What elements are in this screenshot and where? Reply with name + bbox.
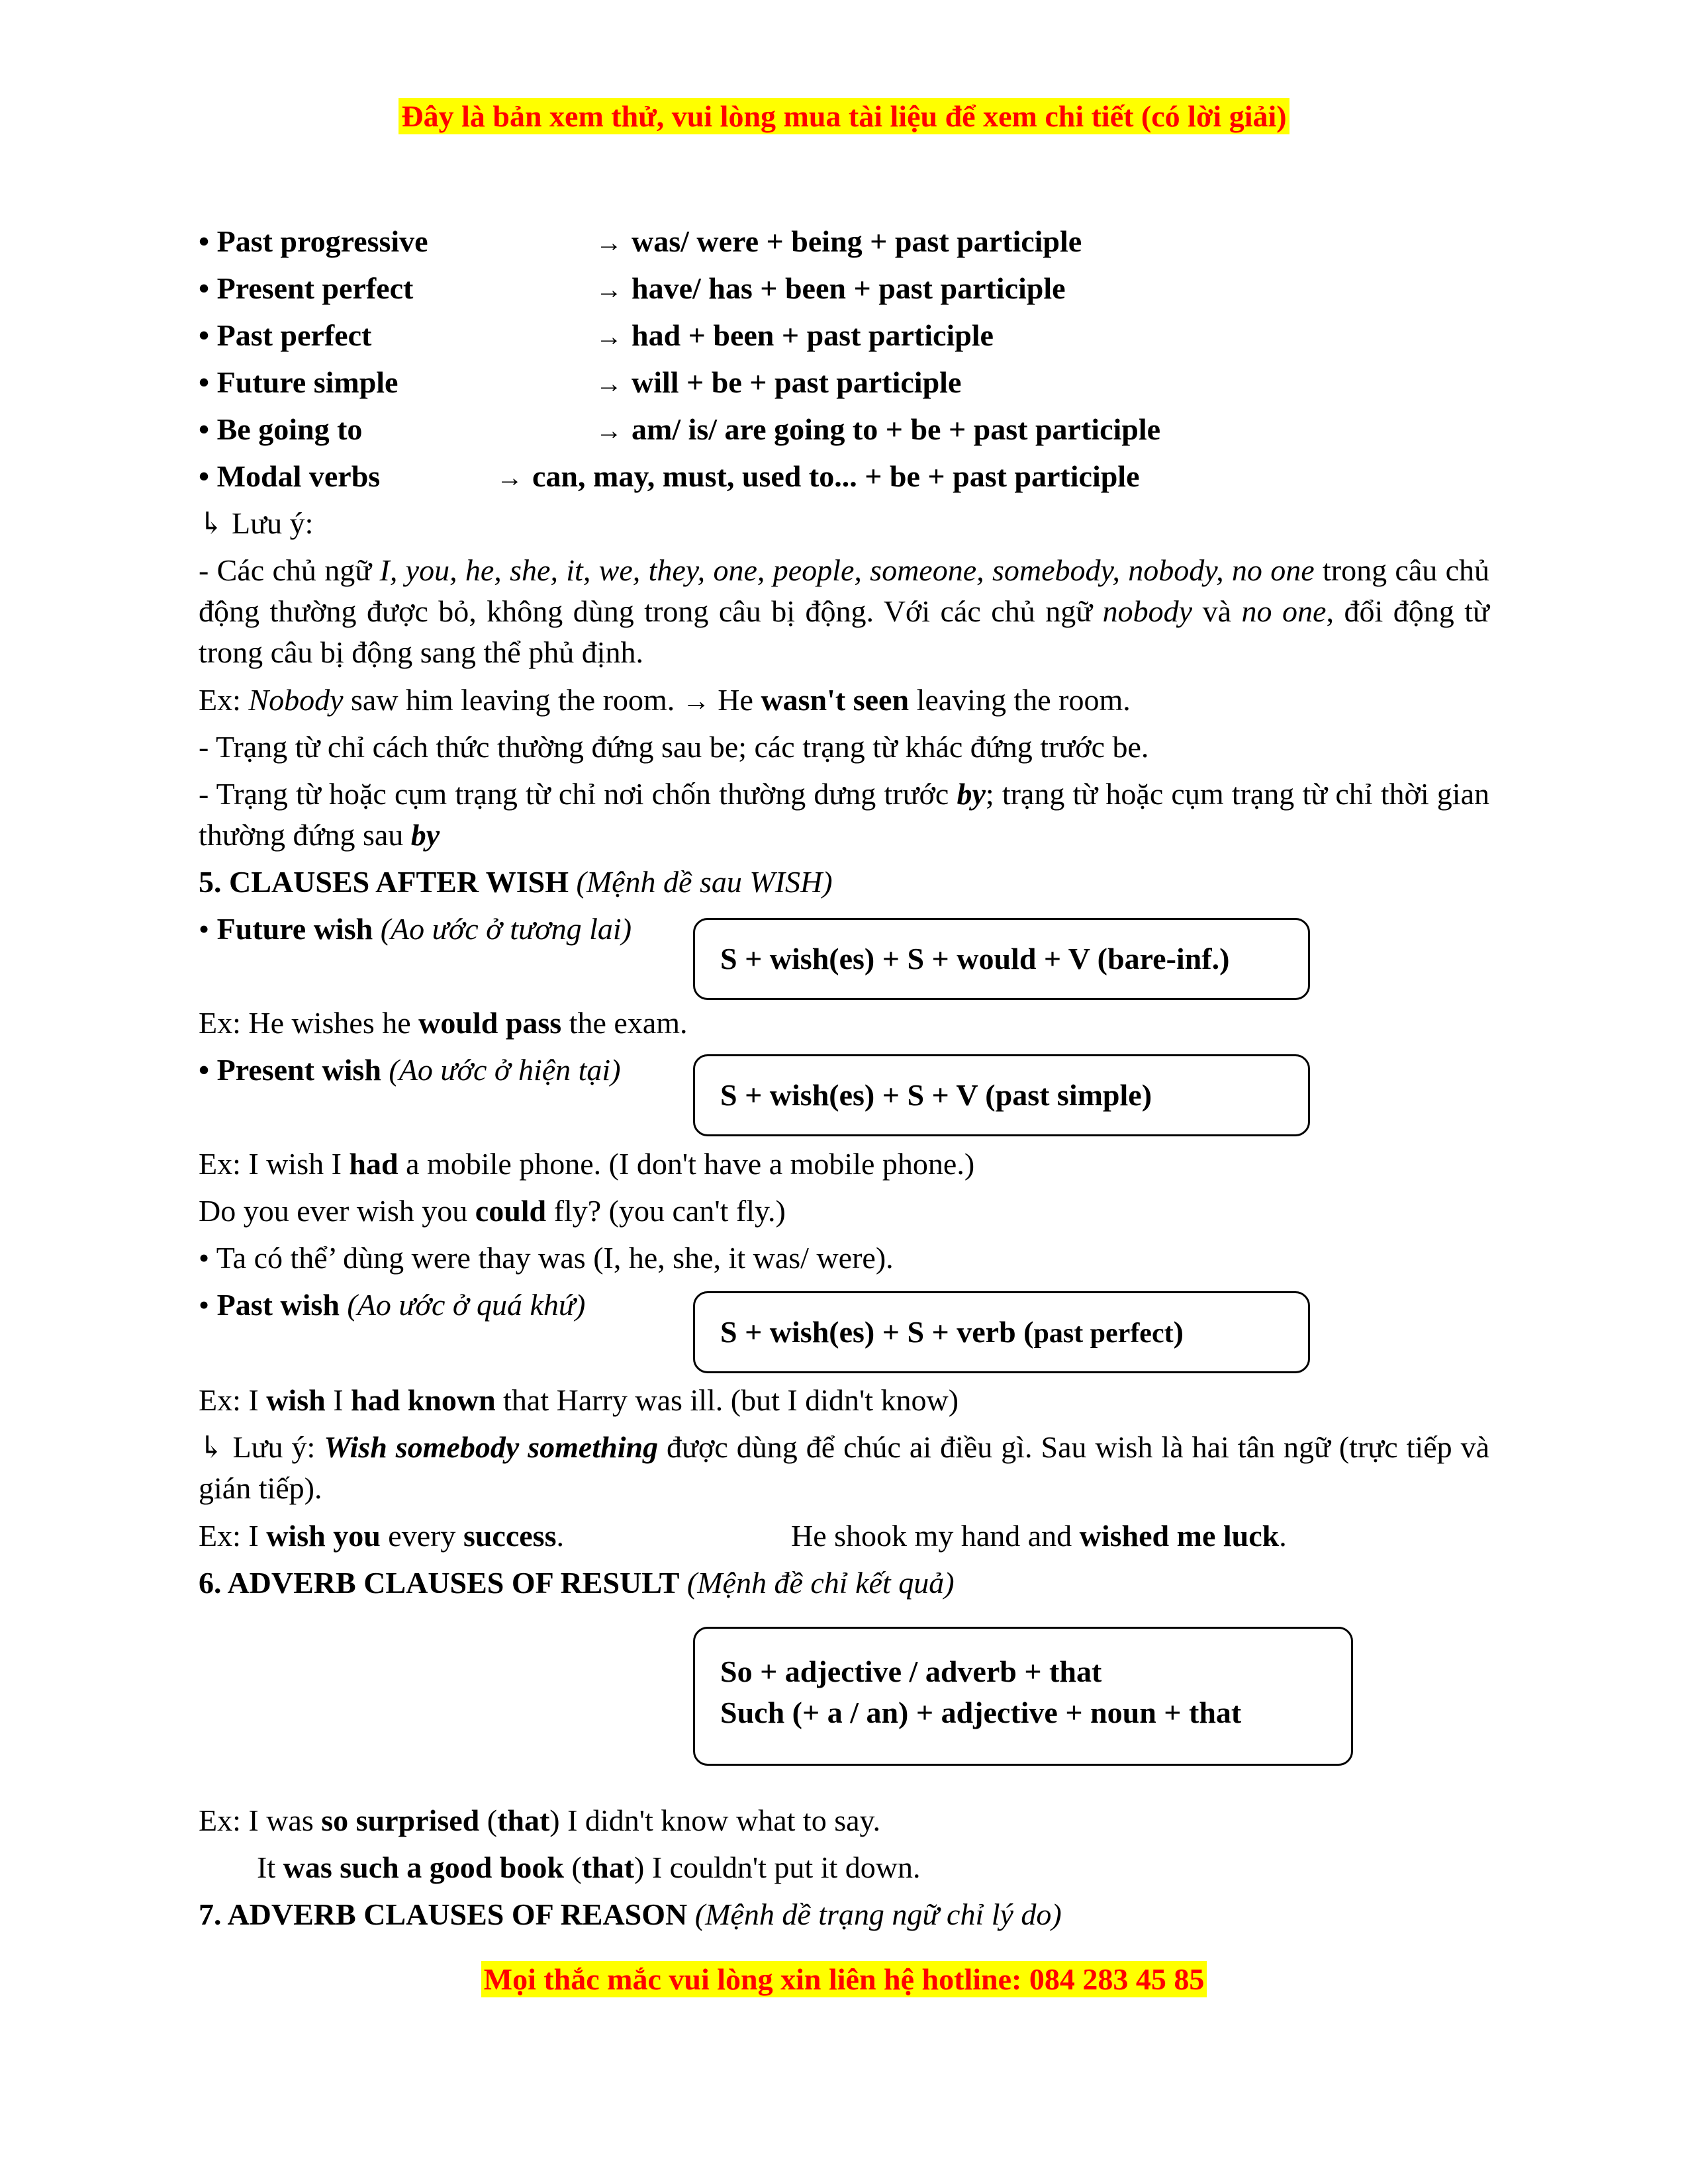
section-heading: 7. ADVERB CLAUSES OF REASON (Mệnh dề trạng ngữ chỉ lý do) bbox=[199, 1897, 1062, 1931]
formula-rule: → have/ has + been + past participle bbox=[596, 271, 1066, 305]
arrow-icon: → bbox=[596, 322, 622, 351]
formula-label: • Present perfect bbox=[199, 271, 414, 305]
arrow-icon: → bbox=[682, 686, 710, 717]
note-heading: ↳ Lưu ý: bbox=[199, 506, 314, 540]
wish-type: • Present wish (Ao ước ở hiện tại) bbox=[199, 1053, 621, 1087]
example-line: Ex: I wish you every success. bbox=[199, 1519, 564, 1553]
formula-box: S + wish(es) + S + would + V (bare-inf.) bbox=[693, 918, 1310, 1000]
formula-box: S + wish(es) + S + V (past simple) bbox=[693, 1054, 1310, 1136]
arrow-icon: → bbox=[596, 275, 622, 304]
formula-rule: → will + be + past participle bbox=[596, 365, 962, 399]
arrow-icon: → bbox=[596, 416, 622, 445]
note-line: • Ta có thể’ dùng were thay was (I, he, she, it was/ were). bbox=[199, 1241, 894, 1275]
turn-arrow-icon: ↳ bbox=[199, 506, 224, 540]
section-heading: 5. CLAUSES AFTER WISH (Mệnh dề sau WISH) bbox=[199, 865, 833, 899]
arrow-icon: → bbox=[596, 369, 622, 398]
formula-label: • Modal verbs bbox=[199, 459, 381, 493]
formula-rule: → can, may, must, used to... + be + past participle bbox=[496, 459, 1140, 493]
turn-arrow-icon: ↳ bbox=[199, 1430, 224, 1464]
example-line: Ex: He wishes he would pass the exam. bbox=[199, 1006, 688, 1040]
note-paragraph: - Trạng từ hoặc cụm trạng từ chỉ nơi chốn thường dưng trước by; trạng từ hoặc cụm trạng từ chỉ thời gian thường đứng sau by bbox=[199, 777, 1489, 852]
example-line: Ex: I was so surprised (that) I didn't know what to say. bbox=[199, 1803, 881, 1837]
note-paragraph: ↳ Lưu ý: Wish somebody something được dùng để chúc ai điều gì. Sau wish là hai tân ngữ (trực tiếp và gián tiếp). bbox=[199, 1430, 1489, 1505]
arrow-icon: → bbox=[496, 463, 523, 492]
example-line: Ex: I wish I had known that Harry was ill. (but I didn't know) bbox=[199, 1383, 959, 1417]
formula-label: • Past progressive bbox=[199, 224, 428, 258]
formula-box: S + wish(es) + S + verb (past perfect) bbox=[693, 1291, 1310, 1373]
wish-type: • Future wish (Ao ước ở tương lai) bbox=[199, 912, 632, 946]
note-paragraph: - Các chủ ngữ I, you, he, she, it, we, they, one, people, someone, somebody, nobody, no one trong câu chủ động thường được bỏ, không dùng trong câu bị động. Với các chủ ngữ nobody và no one, đổi động từ trong câu bị động sang thể phủ định. bbox=[199, 553, 1490, 669]
example-line: Do you ever wish you could fly? (you can't fly.) bbox=[199, 1194, 786, 1228]
section-heading: 6. ADVERB CLAUSES OF RESULT (Mệnh đề chỉ kết quả) bbox=[199, 1566, 955, 1600]
formula-rule: → am/ is/ are going to + be + past participle bbox=[596, 412, 1161, 446]
example-line: He shook my hand and wished me luck. bbox=[791, 1519, 1287, 1553]
preview-banner: Đây là bản xem thử, vui lòng mua tài liệu để xem chi tiết (có lời giải) bbox=[0, 98, 1688, 135]
hotline-banner: Mọi thắc mắc vui lòng xin liên hệ hotline: 084 283 45 85 bbox=[0, 1961, 1688, 1998]
example-line: It was such a good book (that) I couldn't put it down. bbox=[257, 1850, 921, 1884]
formula-label: • Future simple bbox=[199, 365, 399, 399]
formula-label: • Past perfect bbox=[199, 318, 372, 352]
arrow-icon: → bbox=[596, 228, 622, 257]
formula-rule: → had + been + past participle bbox=[596, 318, 994, 352]
wish-type: • Past wish (Ao ước ở quá khứ) bbox=[199, 1288, 586, 1322]
formula-rule: → was/ were + being + past participle bbox=[596, 224, 1082, 258]
formula-box: So + adjective / adverb + that Such (+ a / an) + adjective + noun + that bbox=[693, 1627, 1353, 1766]
note-paragraph: - Trạng từ chỉ cách thức thường đứng sau be; các trạng từ khác đứng trước be. bbox=[199, 730, 1149, 764]
example-line: Ex: Nobody saw him leaving the room. → He wasn't seen leaving the room. bbox=[199, 683, 1131, 717]
example-line: Ex: I wish I had a mobile phone. (I don't have a mobile phone.) bbox=[199, 1147, 975, 1181]
formula-label: • Be going to bbox=[199, 412, 363, 446]
